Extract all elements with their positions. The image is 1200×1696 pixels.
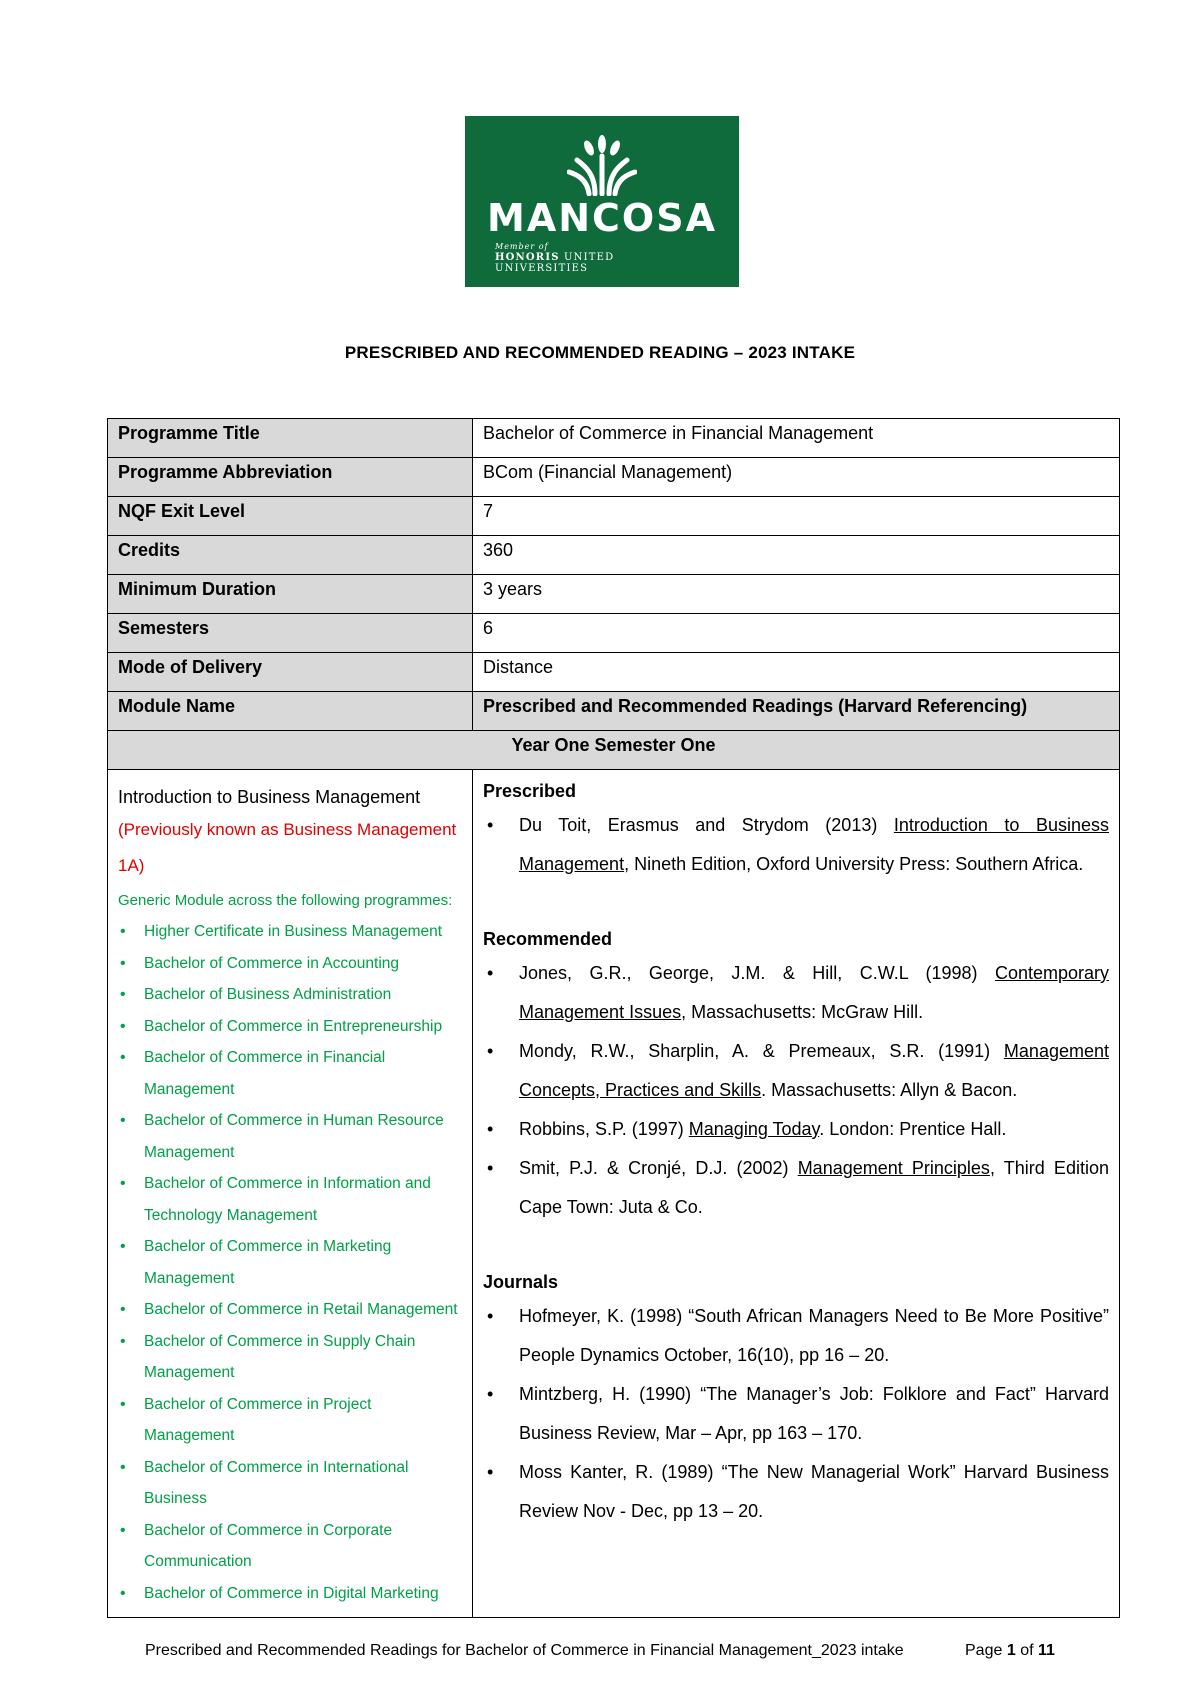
row-value: 3 years [473,575,1120,614]
logo-member-text: Member of [495,242,549,251]
reference-item: • Robbins, S.P. (1997) Managing Today. London: Prentice Hall. [483,1110,1109,1149]
reference-item: • Du Toit, Erasmus and Strydom (2013) Introduction to Business Management, Nineth Edition, Oxford University Press: Southern Africa. [483,806,1109,884]
journals-heading: Journals [483,1272,559,1292]
module-name-label: Module Name [108,692,473,731]
section-title: Year One Semester One [108,731,1120,770]
info-row [108,458,1120,497]
mancosa-logo [465,116,739,287]
section-row [108,731,1120,770]
programme-item: • Bachelor of Commerce in Retail Management [118,1294,462,1326]
module-row [108,770,1120,1618]
programme-table [107,418,1120,1618]
reference-item: • Mondy, R.W., Sharplin, A. & Premeaux, S.R. (1991) Management Concepts, Practices and Skills. Massachusetts: Allyn & Bacon. [483,1032,1109,1110]
programme-item: • Bachelor of Commerce in Project Management [118,1389,462,1452]
module-info-cell [108,770,473,1618]
logo-honoris-text: HONORIS UNITED UNIVERSITIES [495,252,615,274]
row-value: 7 [473,497,1120,536]
book-title: Introduction to Business Management [519,815,1109,874]
module-name: Introduction to Business Management [118,787,421,807]
recommended-heading: Recommended [483,929,613,949]
footer-text: Prescribed and Recommended Readings for Bachelor of Commerce in Financial Management_2023 intake [145,1642,904,1659]
row-value: BCom (Financial Management) [473,458,1120,497]
row-value: Distance [473,653,1120,692]
previously-known-note: (Previously known as Business Management 1A) [118,820,457,875]
book-title: Managing Today [688,1119,820,1139]
row-value: 6 [473,614,1120,653]
programme-item: • Higher Certificate in Business Management [118,916,462,948]
book-title: Management Concepts, Practices and Skills [519,1041,1109,1100]
row-label: Semesters [108,614,473,653]
logo-brand-text: MANCOSA [487,196,717,240]
programme-item: • Bachelor of Commerce in Corporate Communication [118,1515,462,1578]
programme-item: • Bachelor of Commerce in Financial Management [118,1042,462,1105]
reference-item: • Jones, G.R., George, J.M. & Hill, C.W.L (1998) Contemporary Management Issues, Massachusetts: McGraw Hill. [483,954,1109,1032]
programme-item: • Bachelor of Commerce in Human Resource Management [118,1105,462,1168]
row-label: Programme Abbreviation [108,458,473,497]
journal-item: • Moss Kanter, R. (1989) “The New Managerial Work” Harvard Business Review Nov - Dec, pp 13 – 20. [483,1453,1109,1531]
programme-item: • Bachelor of Commerce in Supply Chain Management [118,1326,462,1389]
info-row [108,653,1120,692]
programme-item: • Bachelor of Business Administration [118,979,462,1011]
info-row [108,497,1120,536]
row-value: Bachelor of Commerce in Financial Management [473,419,1120,458]
row-value: 360 [473,536,1120,575]
reference-item: • Smit, P.J. & Cronjé, D.J. (2002) Management Principles, Third Edition Cape Town: Juta & Co. [483,1149,1109,1227]
row-label: NQF Exit Level [108,497,473,536]
info-row [108,536,1120,575]
book-title: Contemporary Management Issues [519,963,1109,1022]
page-number: Page 1 of 11 [965,1642,1055,1659]
row-label: Programme Title [108,419,473,458]
leaf-emblem-icon [567,134,637,196]
programme-list [118,916,462,1609]
readings-cell [473,770,1120,1618]
info-row [108,419,1120,458]
info-row [108,575,1120,614]
programme-item: • Bachelor of Commerce in Entrepreneurship [118,1011,462,1043]
programme-item: • Bachelor of Commerce in Digital Marketing [118,1578,462,1610]
prescribed-heading: Prescribed [483,781,577,801]
module-header-row [108,692,1120,731]
book-title: Management Principles [797,1158,990,1178]
row-label: Credits [108,536,473,575]
info-row [108,614,1120,653]
programme-item: • Bachelor of Commerce in Marketing Management [118,1231,462,1294]
programme-item: • Bachelor of Commerce in Information and Technology Management [118,1168,462,1231]
page-footer [145,1642,1055,1660]
journals-list [483,1297,1109,1531]
journal-item: • Mintzberg, H. (1990) “The Manager’s Job: Folklore and Fact” Harvard Business Review, Mar – Apr, pp 163 – 170. [483,1375,1109,1453]
row-label: Mode of Delivery [108,653,473,692]
readings-header-label: Prescribed and Recommended Readings (Harvard Referencing) [473,692,1120,731]
programme-item: • Bachelor of Commerce in International Business [118,1452,462,1515]
recommended-list [483,954,1109,1227]
document-title: PRESCRIBED AND RECOMMENDED READING – 2023 INTAKE [344,343,856,362]
row-label: Minimum Duration [108,575,473,614]
prescribed-list [483,806,1109,884]
journal-item: • Hofmeyer, K. (1998) “South African Managers Need to Be More Positive” People Dynamics October, 16(10), pp 16 – 20. [483,1297,1109,1375]
programme-item: • Bachelor of Commerce in Accounting [118,948,462,980]
generic-module-note: Generic Module across the following programmes: [118,892,453,909]
